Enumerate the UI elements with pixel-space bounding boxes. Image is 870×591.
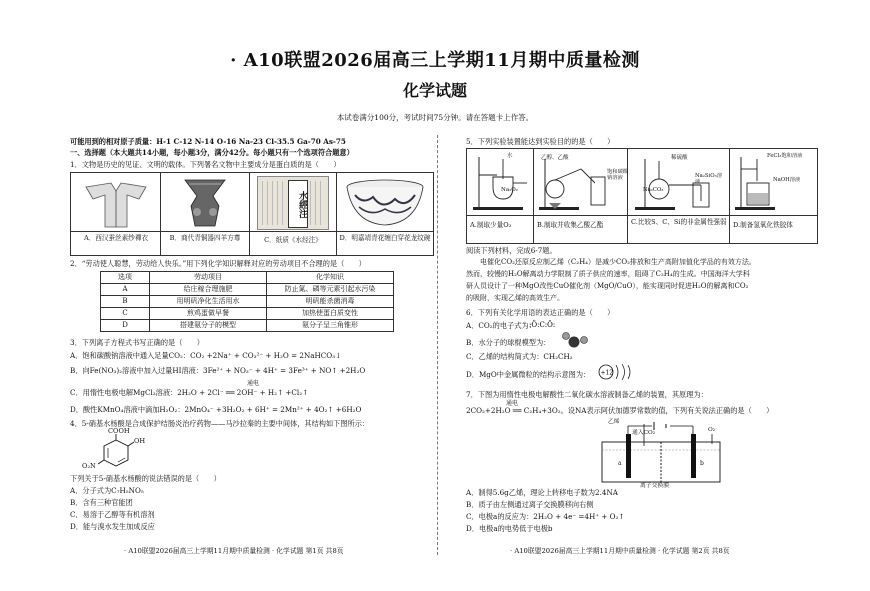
q3-option-c: C．用惰性电极电解MgCl₂溶液：2H₂O + 2Cl⁻ ══ 2OH⁻ + H₂↑ +Cl₂↑ bbox=[70, 388, 309, 397]
table-row bbox=[101, 320, 394, 332]
q3-option-b: B．向Fe(NO₃)₂溶液中加入过量HI溶液：3Fe²⁺ + NO₃⁻ + 4H⁺ = 3Fe³⁺ + NO↑ +2H₂O bbox=[70, 366, 366, 375]
table-cell: B bbox=[101, 296, 150, 308]
exam-title: · A10联盟2026届高三上学期11月期中质量检测 bbox=[230, 50, 640, 71]
q7-equation: 2CO₂+2H₂O ══ C₂H₄+3O₂。设NA表示阿伏加德罗常数的值，下列有关说法正确的是（ ） bbox=[466, 406, 774, 415]
label-electrode-b: b bbox=[700, 460, 704, 467]
question-7: 7．下图为用惰性电极电解酸性二氧化碳水溶液制备乙烯的装置，其原理为： bbox=[466, 390, 708, 399]
q4-option-b: B．含有三种官能团 bbox=[70, 498, 133, 507]
q4-option-d: D．能与溴水发生加成反应 bbox=[70, 522, 155, 531]
table-cell: C bbox=[101, 308, 150, 320]
table-cell: 加热使蛋白质变性 bbox=[267, 308, 394, 320]
q7-option-c: C．电极a的反应为：2H₂O + 4e⁻ =4H⁺ + O₂↑ bbox=[466, 512, 625, 521]
table-cell: 搭建氨分子的模型 bbox=[150, 320, 267, 332]
label-o2: O₂ bbox=[708, 427, 716, 433]
table-header: 选项 bbox=[101, 272, 150, 284]
q6-option-a: A．CO₂的电子式为： bbox=[466, 321, 536, 330]
material-line-3: 研人员设计了一种MgO改性CuO催化剂（MgO/CuO），能实现同时促进H₂O的解离和CO₂ bbox=[466, 282, 749, 290]
table-header: 劳动项目 bbox=[150, 272, 267, 284]
book-title-text: 水經注 bbox=[288, 180, 308, 228]
label-ethanol: 乙醇、乙酸 bbox=[541, 155, 569, 161]
question-6: 6．下列有关化学用语的表达正确的是（ ） bbox=[466, 308, 615, 317]
svg-text:+12: +12 bbox=[600, 369, 614, 377]
label-na2sio3: Na₂SiO₃溶液 bbox=[695, 173, 723, 186]
label-electrode-a: a bbox=[618, 460, 622, 467]
material-line-2: 然而，较慢的H₂O解离动力学限制了质子供应的速率，阻碍了C₂H₄的生成。中国海洋大学科 bbox=[466, 270, 750, 278]
q3-option-a: A．饱和碳酸钠溶液中通入足量CO₂：CO₂ +2Na⁺ + CO₃²⁻ + H₂O = 2NaHCO₃↓ bbox=[70, 351, 342, 360]
silk-robe-image bbox=[81, 177, 151, 229]
table-cell: 给庄稼合理施肥 bbox=[150, 284, 267, 296]
q5-option-c: C.比较S、C、Si的非金属性强弱 bbox=[631, 218, 727, 226]
q3-option-d: D．酸性KMnO₄溶液中滴加H₂O₂：2MnO₄⁻ +3H₂O₂ + 6H⁺ = 2Mn²⁺ + 4O₂↑ +6H₂O bbox=[70, 405, 362, 414]
table-cell: 煎鸡蛋做早餐 bbox=[150, 308, 267, 320]
q7-electrolysis-label: 通电 bbox=[506, 400, 519, 407]
question-5: 5．下列实验装置能达到实验目的的是（ ） bbox=[466, 137, 615, 146]
subject-title: 化学试题 bbox=[402, 81, 467, 100]
apparatus-b bbox=[537, 153, 625, 213]
label-sat-na2co3: 饱和碳酸钠溶液 bbox=[607, 169, 629, 182]
question-2: 2．“劳动使人聪慧，劳动给人快乐。”用下列化学知识解释对应的劳动项目不合理的是（ ） bbox=[70, 259, 366, 268]
right-page-footer: · A10联盟2026届高三上学期11月期中质量检测 · 化学试题 第2页 共8页 bbox=[510, 547, 730, 555]
q1-image-table bbox=[70, 172, 434, 256]
co2-electron-formula bbox=[528, 318, 562, 330]
atomic-masses: 可能用到的相对原子质量：H-1 C-12 N-14 O-16 Na-23 Cl-35.5 Ga-70 As-75 bbox=[70, 137, 346, 146]
table-cell: 防止氮、磷等元素引起水污染 bbox=[267, 284, 394, 296]
q4-stem: 下列关于5-硝基水杨酸的说法错误的是（ ） bbox=[70, 474, 221, 483]
table-cell: D bbox=[101, 320, 150, 332]
q7-option-a: A．制得5.6g乙烯，理论上转移电子数为2.4NA bbox=[466, 488, 618, 497]
question-4: 4．5-硝基水杨酸是合成保护结肠炎治疗药物——马沙拉秦的主要中间体，其结构如下图所示： bbox=[70, 419, 370, 428]
q6-option-d: D．MgO中金属微粒的结构示意图为： bbox=[466, 370, 591, 379]
label-ethylene: 乙烯 bbox=[608, 419, 620, 425]
label-na2o2: Na₂O₂ bbox=[501, 187, 519, 193]
label-dilute-acid: 稀硫酸 bbox=[671, 155, 688, 161]
q6-option-c: C．乙烯的结构简式为：CH₂CH₂ bbox=[466, 352, 573, 361]
q5-option-a: A.制取少量O₂ bbox=[470, 221, 512, 229]
table-header: 化学知识 bbox=[267, 272, 394, 284]
mg-ion-structure-diagram bbox=[596, 361, 636, 383]
exam-note: 本试卷满分100分，考试时间75分钟。请在答题卡上作答。 bbox=[336, 113, 534, 122]
table-cell: 明矾能杀菌消毒 bbox=[267, 296, 394, 308]
reading-intro: 阅读下列材料，完成6-7题。 bbox=[466, 246, 557, 255]
q1-option-d: D．明嘉靖青花缠白穿花龙纹碗 bbox=[339, 234, 431, 242]
q5-apparatus-table bbox=[466, 148, 818, 244]
q1-option-b: B．商代青铜器四羊方尊 bbox=[169, 234, 241, 242]
electrolysis-cell-diagram bbox=[596, 420, 726, 492]
q6-option-b: B．水分子的球棍模型为： bbox=[466, 338, 551, 347]
q7-option-b: B．质子由左侧通过离子交换膜移向右侧 bbox=[466, 500, 594, 509]
q4-option-a: A．分子式为C₇H₅NO₅ bbox=[70, 486, 144, 495]
question-1: 1．文物是历史的见证、文明的载体。下列署名文物中主要成分是蛋白质的是（ ） bbox=[70, 160, 341, 169]
q3-electrolysis-label: 通电 bbox=[247, 380, 260, 387]
bronze-zun-image bbox=[175, 176, 235, 230]
question-3: 3．下列离子方程式书写正确的是（ ） bbox=[70, 338, 204, 347]
section-one-heading: 一、选择题（本大题共14小题，每小题3分，满分42分。每小题只有一个选项符合题意） bbox=[70, 148, 354, 157]
q4-option-c: C．易溶于乙醇等有机溶剂 bbox=[70, 510, 155, 519]
material-line-4: 的吸附，实现乙烯的高效生产。 bbox=[466, 294, 564, 302]
label-naoh: NaOH溶液 bbox=[773, 177, 801, 183]
q1-option-c: C．纸质《水经注》 bbox=[264, 236, 322, 244]
q2-table bbox=[100, 271, 394, 332]
label-co2-inlet: 通入CO₂ bbox=[632, 430, 656, 436]
label-na2co3: Na₂CO₃ bbox=[643, 187, 664, 193]
q1-option-a: A．西汉蚕丝素纱襌衣 bbox=[83, 234, 149, 242]
table-cell: 氨分子呈三角锥形 bbox=[267, 320, 394, 332]
label-fecl3: FeCl₃饱和溶液 bbox=[767, 153, 803, 159]
table-row bbox=[101, 284, 394, 296]
book-image bbox=[257, 176, 329, 230]
apparatus-a bbox=[471, 153, 531, 213]
table-cell: A bbox=[101, 284, 150, 296]
table-cell: 用明矾净化生活用水 bbox=[150, 296, 267, 308]
svg-text::Ö:C:Ö:: :Ö:C:Ö: bbox=[529, 321, 556, 329]
label-ion-membrane: 离子交换膜 bbox=[640, 483, 669, 489]
structure-oh-label: OH bbox=[134, 437, 146, 445]
column-divider bbox=[437, 135, 439, 555]
material-line-1: 电催化CO₂还原反应制乙烯（C₂H₄）是减少CO₂排放和生产高附加值化学品的有效方法。 bbox=[466, 258, 756, 266]
q5-option-d: D.制备氢氧化铁胶体 bbox=[733, 221, 793, 229]
structure-cooh-label: COOH bbox=[108, 427, 130, 435]
left-page-footer: · A10联盟2026届高三上学期11月期中质量检测 · 化学试题 第1页 共8页 bbox=[124, 547, 344, 555]
label-water: 水 bbox=[507, 153, 513, 159]
table-row bbox=[101, 308, 394, 320]
table-header-row bbox=[101, 272, 394, 284]
q5-option-b: B.制取并收集乙酸乙酯 bbox=[537, 221, 604, 229]
porcelain-bowl-image bbox=[343, 177, 427, 229]
water-ball-stick-model bbox=[560, 330, 590, 350]
q7-option-d: D．电极a的电势低于电极b bbox=[466, 524, 553, 533]
table-row bbox=[101, 296, 394, 308]
structure-no2-label: O₂N bbox=[82, 462, 96, 470]
